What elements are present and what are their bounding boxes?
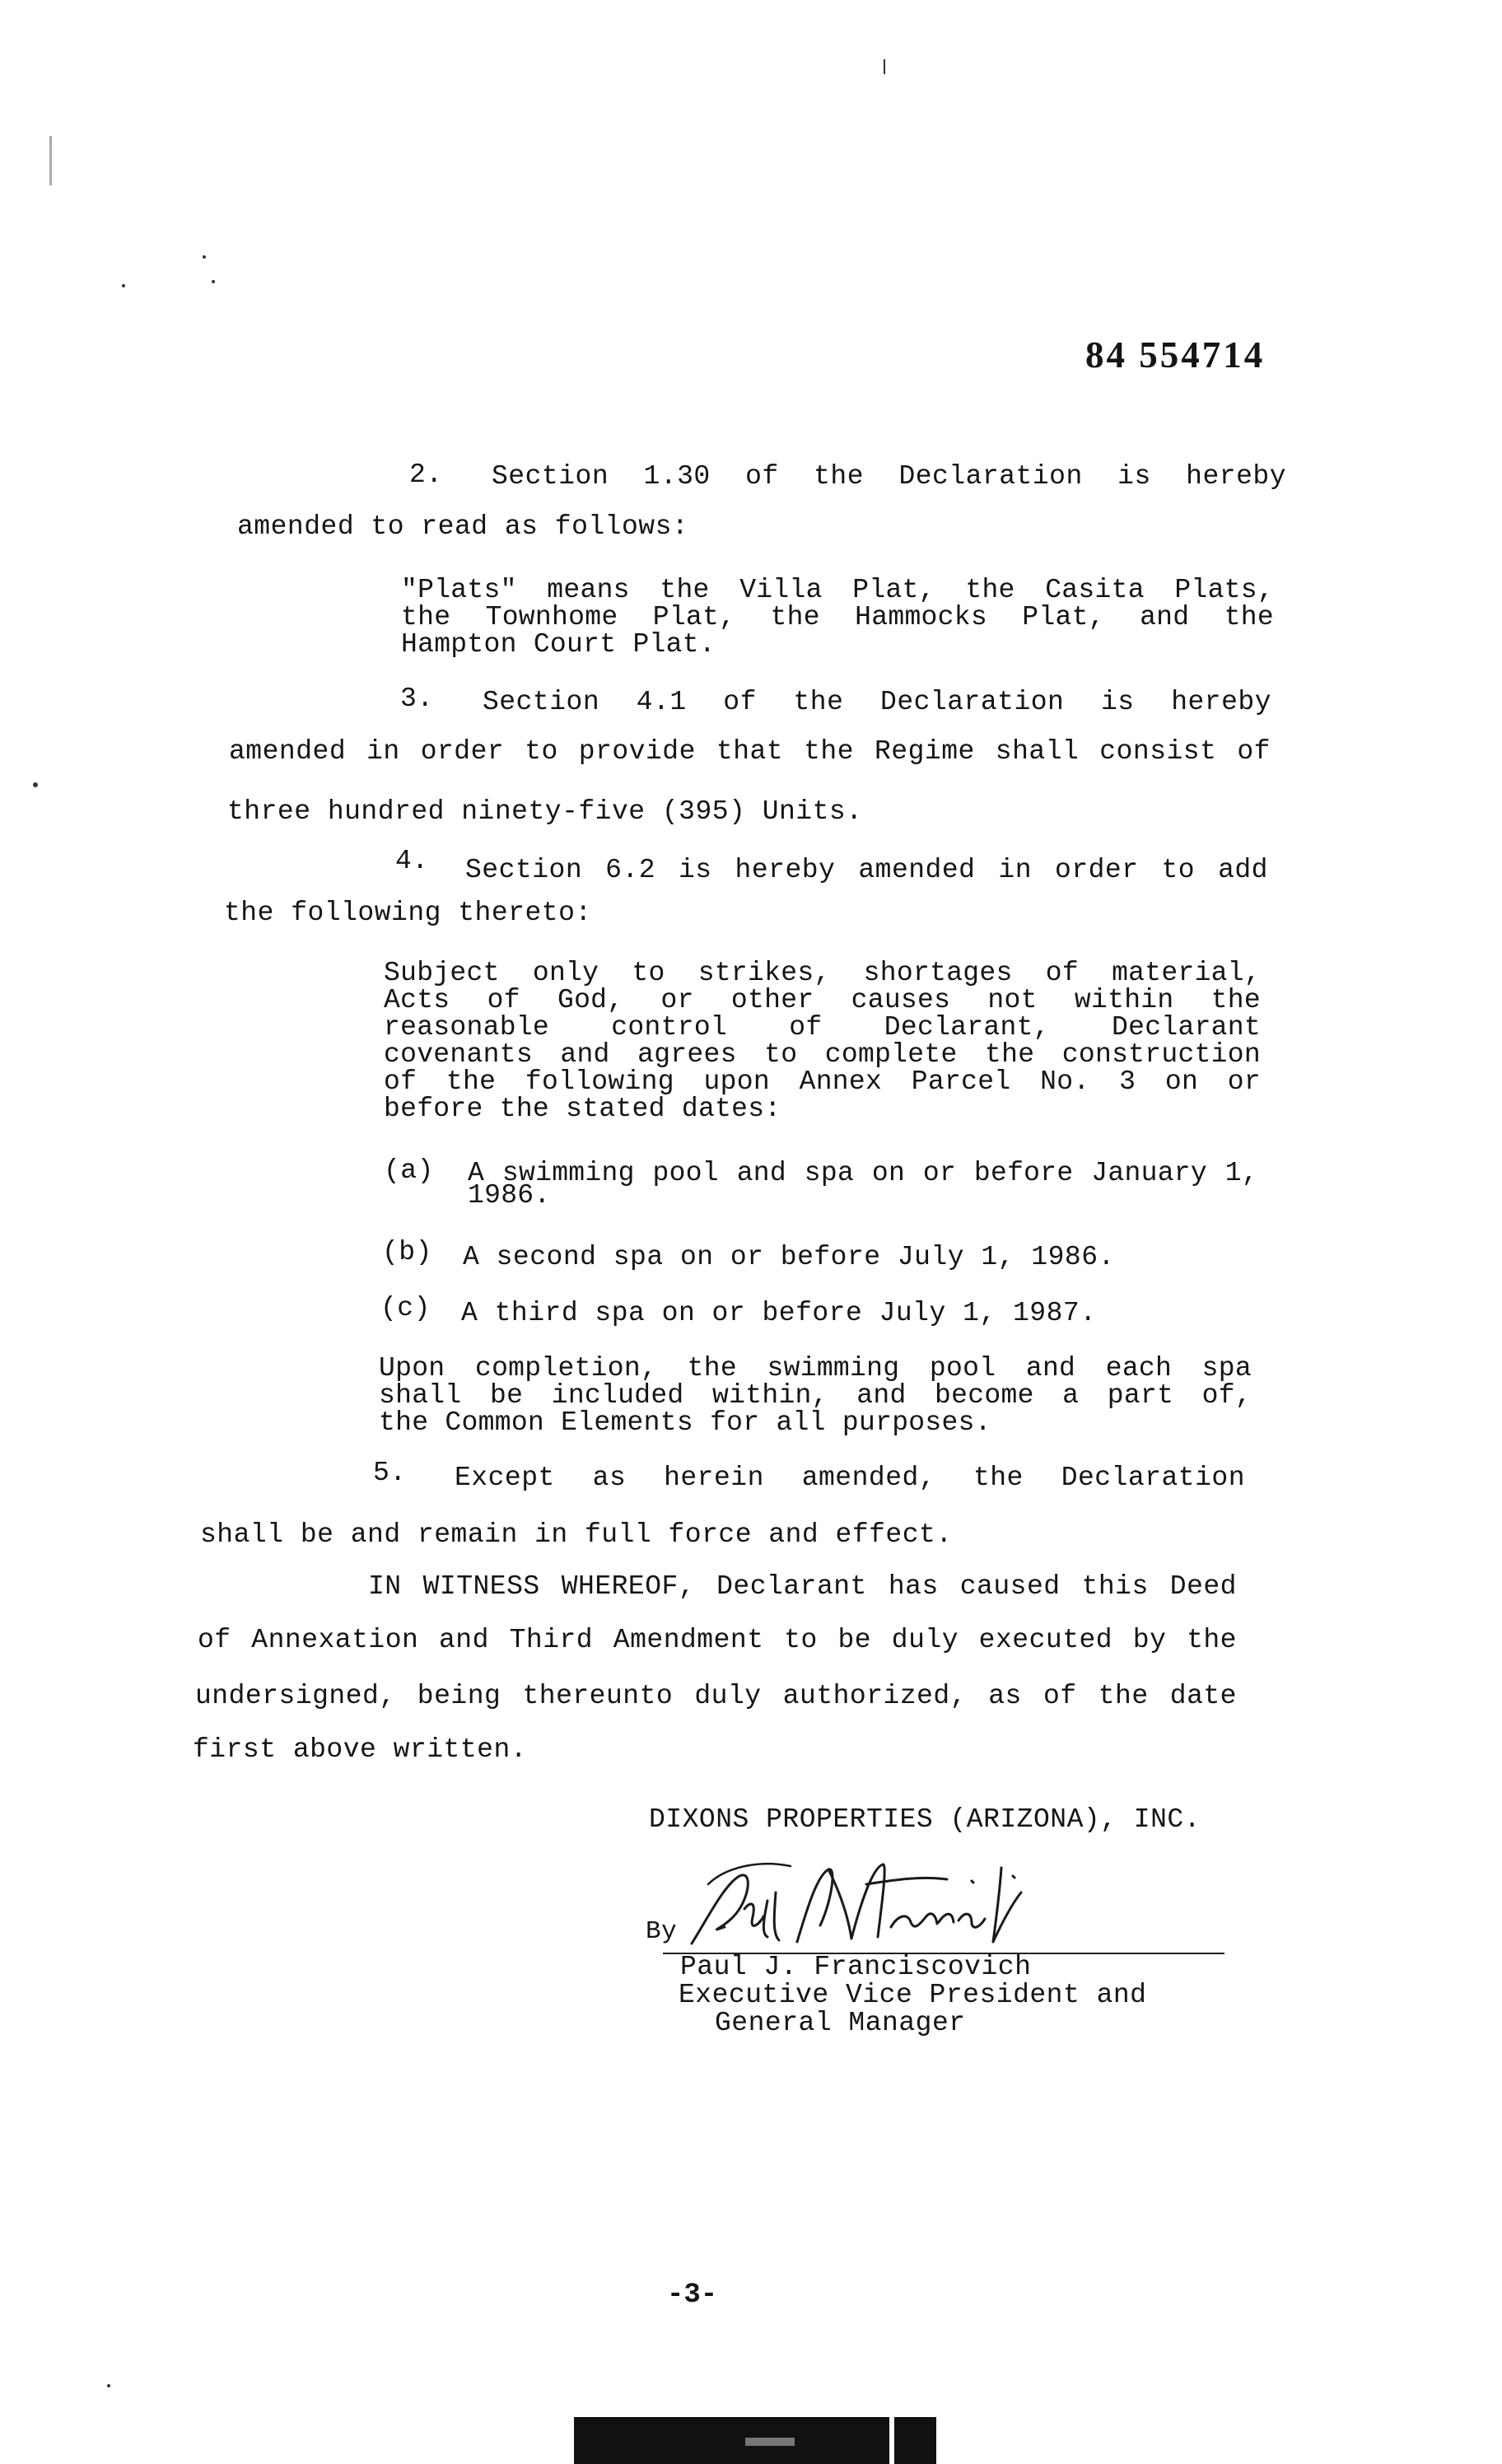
signatory-name: Paul J. Franciscovich (680, 1952, 1032, 1982)
scan-bar (745, 2438, 795, 2446)
scan-speck (107, 2384, 110, 2387)
quoted-definition (401, 576, 1274, 658)
handwritten-signature (675, 1851, 1038, 1958)
scan-speck (884, 59, 885, 74)
section-continuation: the following thereto: (224, 898, 592, 928)
quote-line: Subject only to strikes, shortages of material, (384, 958, 1261, 988)
page-number: -3- (667, 2280, 718, 2311)
quote-line: the Townhome Plat, the Hammocks Plat, and the (401, 602, 1274, 632)
body-line: three hundred ninety-five (395) Units. (227, 796, 863, 827)
section-continuation: amended to read as follows: (237, 511, 689, 542)
witness-line: IN WITNESS WHEREOF, Declarant has caused this Deed (368, 1571, 1237, 1602)
section-continuation: shall be and remain in full force and effect. (200, 1519, 953, 1550)
witness-line: undersigned, being thereunto duly authorized, as of the date (195, 1681, 1237, 1711)
section-first-line: Except as herein amended, the Declaration (455, 1463, 1246, 1493)
witness-line: first above written. (193, 1734, 528, 1765)
scan-speck (122, 284, 125, 287)
quote-line: Acts of God, or other causes not within the (384, 985, 1261, 1015)
quote-line: "Plats" means the Villa Plat, the Casita Plats, (401, 575, 1274, 605)
quote-line: of the following upon Annex Parcel No. 3 on or (384, 1066, 1261, 1097)
scan-bar (889, 2417, 894, 2464)
section-number: 5. (373, 1458, 407, 1488)
quote-line: reasonable control of Declarant, Declarant (384, 1012, 1261, 1043)
scan-bar (939, 2417, 943, 2464)
quote-line: Hampton Court Plat. (401, 629, 716, 660)
company-name: DIXONS PROPERTIES (ARIZONA), INC. (649, 1804, 1201, 1835)
section-first-line: Section 1.30 of the Declaration is hereby (492, 461, 1286, 492)
section-number: 2. (409, 460, 443, 490)
list-item-text: A third spa on or before July 1, 1987. (461, 1298, 1097, 1328)
by-label: By (646, 1917, 678, 1946)
scan-speck (203, 255, 206, 259)
section-first-line: Section 6.2 is hereby amended in order to add (465, 855, 1268, 885)
section-first-line: Section 4.1 of the Declaration is hereby (483, 687, 1272, 717)
body-line: amended in order to provide that the Regime shall consist of (229, 736, 1271, 767)
scan-speck (212, 280, 215, 283)
quote-line: before the stated dates: (384, 1094, 781, 1124)
quote-line: covenants and agrees to complete the construction (384, 1039, 1261, 1070)
section-number: 4. (395, 846, 429, 876)
list-item-text: A swimming pool and spa on or before January 1, 1986. (468, 1158, 1258, 1211)
scan-speck (49, 136, 52, 185)
signatory-title: Executive Vice President and (679, 1980, 1147, 2010)
list-item-label: (b) (382, 1237, 432, 1267)
witness-line: of Annexation and Third Amendment to be duly executed by the (198, 1625, 1237, 1655)
quoted-covenant (384, 959, 1261, 1122)
list-item-label: (a) (384, 1155, 434, 1186)
section-number: 3. (400, 684, 434, 714)
list-item-label: (c) (380, 1293, 431, 1323)
scan-speck (33, 782, 38, 787)
list-item-text: A second spa on or before July 1, 1986. (463, 1242, 1115, 1272)
closing-paragraph: Upon completion, the swimming pool and each spa shall be included within, and become a part of, the Common Elements for all purposes. (379, 1353, 1252, 1438)
document-number: 84 554714 (1085, 334, 1266, 376)
signatory-title: General Manager (715, 2008, 966, 2038)
